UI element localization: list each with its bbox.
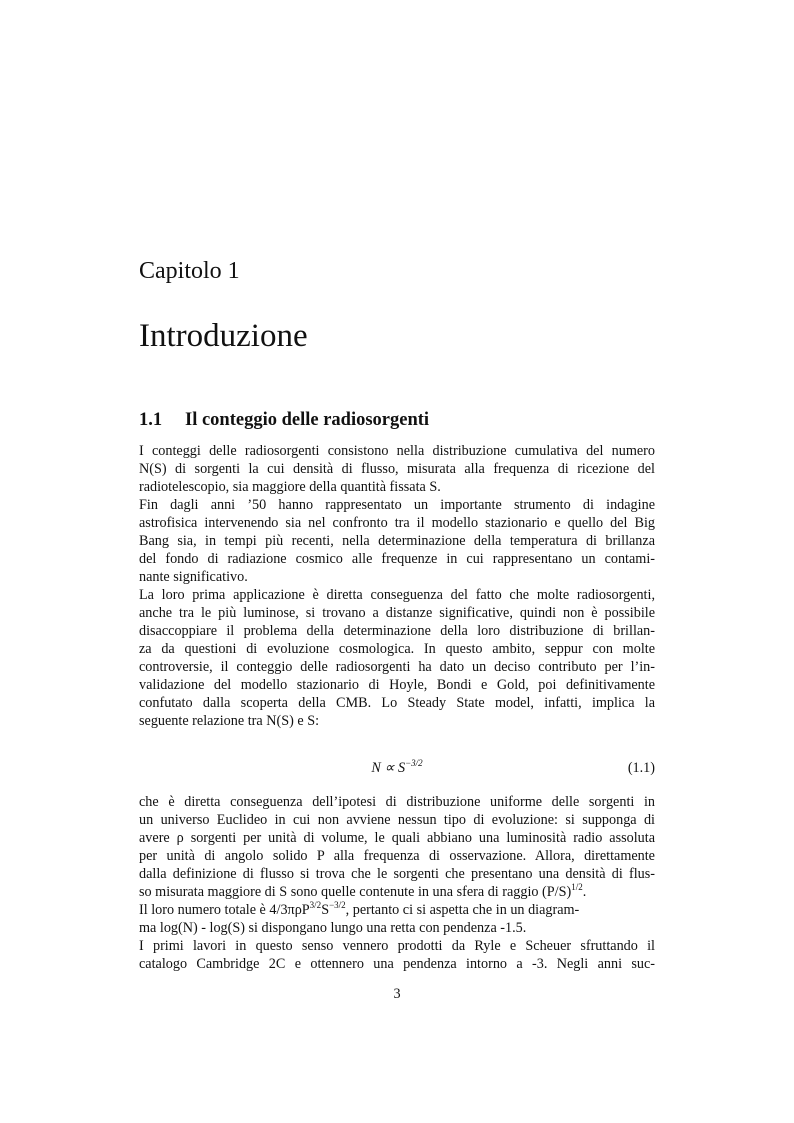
text-line: astrofisica intervenendo sia nel confronto tra il modello stazionario e quello del Big (139, 515, 655, 531)
text-line: validazione del modello stazionario di Hoyle, Bondi e Gold, poi definitivamente (139, 677, 655, 693)
text-line: Fin dagli anni ’50 hanno rappresentato un importante strumento di indagine (139, 497, 655, 513)
raggio-text: so misurata maggiore di S sono quelle contenute in una sfera di raggio (P/S) (139, 884, 572, 900)
equation-lhs: N ∝ S (371, 760, 406, 776)
text-line: per unità di angolo solido P alla frequenza di osservazione. Allora, direttamente (139, 848, 655, 864)
text-line: del fondo di radiazione cosmico alle frequenze in cui rappresentano un contami- (139, 551, 655, 567)
text-line: nante significativo. (139, 569, 248, 585)
text-line: disaccoppiare il problema della determinazione della loro distribuzione di brillan- (139, 623, 655, 639)
raggio-end: . (582, 884, 587, 900)
text-line: I conteggi delle radiosorgenti consistono nella distribuzione cumulativa del numero (139, 443, 655, 459)
text-line: che è diretta conseguenza dell’ipotesi di distribuzione uniforme delle sorgenti in (139, 794, 655, 810)
page-number: 3 (393, 986, 401, 1002)
text-line: anche tra le più luminose, si trovano a distanze significative, quindi non è possibile (139, 605, 655, 621)
totale-exponent-2: −3/2 (329, 900, 346, 910)
text-line: un universo Euclideo in cui non avviene nessun tipo di evoluzione: si supponga di (139, 812, 655, 828)
text-line-totale (139, 902, 655, 919)
text-line: dalla definizione di flusso si trova che le sorgenti che presentano una densità di flus- (139, 866, 655, 882)
text-line: La loro prima applicazione è diretta conseguenza del fatto che molte radiosorgenti, (139, 587, 655, 603)
chapter-title: Introduzione (139, 318, 308, 354)
totale-exponent-1: 3/2 (309, 900, 322, 910)
text-line: radiotelescopio, sia maggiore della quantità fissata S. (139, 479, 441, 495)
raggio-exponent: 1/2 (571, 882, 583, 892)
text-line: controversie, il conteggio delle radiosorgenti ha dato un deciso contributo per l’in- (139, 659, 655, 675)
section-title: Il conteggio delle radiosorgenti (185, 410, 430, 430)
chapter-label: Capitolo 1 (139, 258, 240, 284)
totale-post: , pertanto ci si aspetta che in un diagram- (345, 902, 580, 918)
totale-mid: S (321, 902, 330, 918)
text-line: avere ρ sorgenti per unità di volume, le quali abbiano una luminosità radio assoluta (139, 830, 655, 846)
totale-pre: Il loro numero totale è 4/3πρP (139, 902, 310, 918)
equation-expression (139, 760, 655, 777)
equation-1-1 (139, 760, 655, 780)
text-line: I primi lavori in questo senso vennero prodotti da Ryle e Scheuer sfruttando il (139, 938, 655, 954)
section-heading (139, 410, 429, 431)
equation-exponent: −3/2 (405, 758, 423, 768)
text-line: za da questioni di evoluzione cosmologica. In questo ambito, seppur con molte (139, 641, 655, 657)
text-line: ma log(N) - log(S) si dispongano lungo una retta con pendenza -1.5. (139, 920, 527, 936)
text-line: catalogo Cambridge 2C e ottennero una pendenza intorno a -3. Negli anni suc- (139, 956, 655, 972)
text-line: Bang sia, in tempi più recenti, nella determinazione della temperatura di brillanza (139, 533, 655, 549)
text-line: N(S) di sorgenti la cui densità di flusso, misurata alla frequenza di ricezione del (139, 461, 655, 477)
text-line: seguente relazione tra N(S) e S: (139, 713, 320, 729)
section-number: 1.1 (139, 410, 163, 430)
text-line: confutato dalla scoperta della CMB. Lo Steady State model, infatti, implica la (139, 695, 655, 711)
text-line-raggio (139, 884, 655, 901)
equation-number: (1.1) (627, 760, 655, 776)
